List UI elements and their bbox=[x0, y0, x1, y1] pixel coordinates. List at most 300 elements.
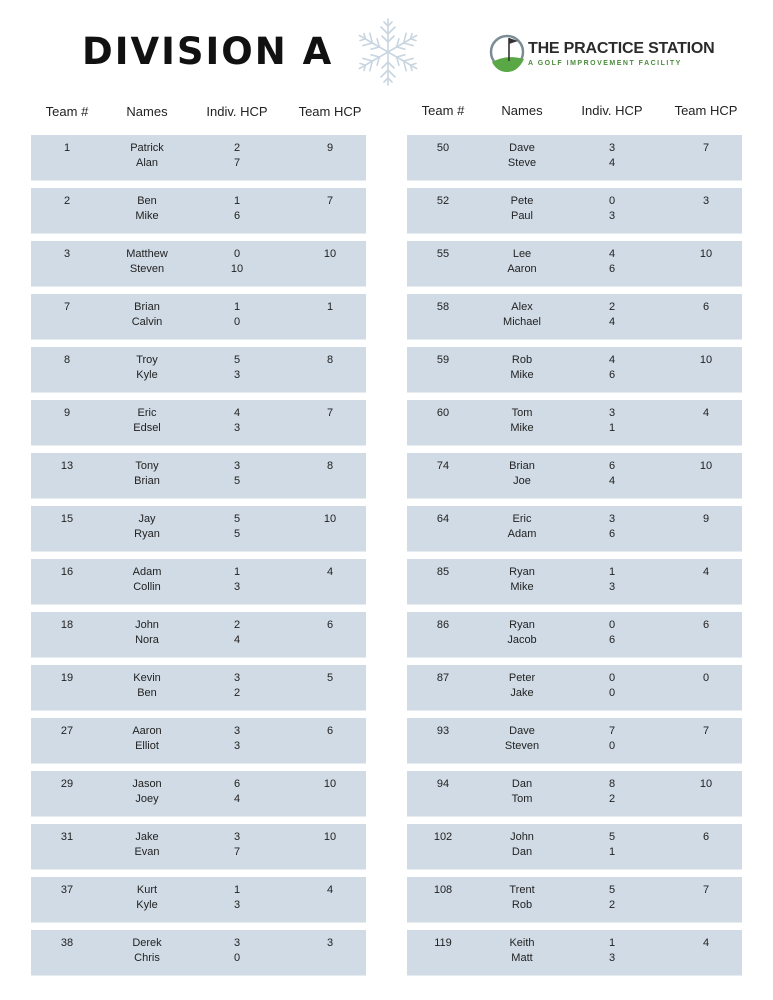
individual-hcp bbox=[234, 300, 240, 330]
individual-hcp bbox=[609, 618, 615, 648]
player-names-line: Keith bbox=[509, 937, 535, 949]
team-hcp-line: 5 bbox=[326, 672, 334, 684]
individual-hcp bbox=[609, 353, 615, 383]
team-number-line: 94 bbox=[436, 778, 450, 790]
individual-hcp-line: 5 bbox=[233, 513, 241, 525]
individual-hcp-line: 6 bbox=[608, 528, 616, 540]
individual-hcp-line: 2 bbox=[233, 687, 241, 699]
team-row bbox=[407, 877, 742, 922]
team-hcp bbox=[703, 883, 709, 898]
player-names-line: Ben bbox=[137, 687, 157, 699]
team-hcp-line: 10 bbox=[323, 248, 337, 260]
player-names bbox=[134, 459, 160, 489]
individual-hcp-line: 3 bbox=[233, 831, 241, 843]
player-names-line: Dave bbox=[509, 725, 535, 737]
team-hcp bbox=[700, 247, 712, 262]
player-names-line: Steven bbox=[129, 263, 165, 275]
player-names bbox=[503, 300, 541, 330]
player-names-line: John bbox=[510, 831, 534, 843]
individual-hcp-line: 1 bbox=[608, 566, 616, 578]
individual-hcp-line: 0 bbox=[608, 672, 616, 684]
player-names bbox=[132, 300, 163, 330]
team-number-line: 87 bbox=[436, 672, 450, 684]
individual-hcp-line: 2 bbox=[233, 619, 241, 631]
player-names-line: Aaron bbox=[132, 725, 162, 737]
individual-hcp-line: 7 bbox=[608, 725, 616, 737]
team-row bbox=[407, 347, 742, 392]
team-row bbox=[31, 347, 366, 392]
team-number bbox=[437, 194, 449, 209]
player-names bbox=[509, 883, 534, 913]
player-names-line: Brian bbox=[509, 460, 535, 472]
individual-hcp-line: 3 bbox=[608, 581, 616, 593]
team-hcp bbox=[327, 724, 333, 739]
player-names bbox=[136, 353, 158, 383]
individual-hcp bbox=[609, 777, 615, 807]
team-row bbox=[407, 188, 742, 233]
team-hcp bbox=[327, 618, 333, 633]
player-names-line: Joey bbox=[135, 793, 159, 805]
individual-hcp bbox=[609, 512, 615, 542]
player-names bbox=[508, 141, 536, 171]
player-names-line: Michael bbox=[503, 316, 541, 328]
snowflake-icon bbox=[352, 16, 424, 88]
team-number bbox=[61, 512, 73, 527]
team-hcp bbox=[327, 936, 333, 951]
team-row bbox=[31, 718, 366, 763]
team-row bbox=[31, 824, 366, 869]
team-hcp bbox=[327, 565, 333, 580]
team-hcp-line: 10 bbox=[323, 831, 337, 843]
player-names-line: Kyle bbox=[136, 369, 158, 381]
team-number bbox=[64, 406, 70, 421]
team-number-line: 13 bbox=[60, 460, 74, 472]
team-row bbox=[31, 612, 366, 657]
individual-hcp-line: 4 bbox=[608, 475, 616, 487]
team-number bbox=[64, 141, 70, 156]
player-names-line: Dan bbox=[511, 778, 533, 790]
player-names-line: Jake bbox=[135, 831, 159, 843]
team-hcp bbox=[703, 141, 709, 156]
player-names-line: Calvin bbox=[131, 316, 163, 328]
team-number-line: 15 bbox=[60, 513, 74, 525]
individual-hcp-line: 3 bbox=[608, 952, 616, 964]
player-names-line: Brian bbox=[134, 475, 160, 487]
player-names-line: Chris bbox=[134, 952, 160, 964]
team-number-line: 85 bbox=[436, 566, 450, 578]
team-number-line: 38 bbox=[60, 937, 74, 949]
individual-hcp-line: 1 bbox=[608, 846, 616, 858]
team-row bbox=[31, 930, 366, 975]
team-number-line: 8 bbox=[63, 354, 71, 366]
team-row bbox=[31, 294, 366, 339]
player-names-line: Pete bbox=[510, 195, 534, 207]
team-number bbox=[61, 936, 73, 951]
individual-hcp-line: 3 bbox=[233, 725, 241, 737]
team-row bbox=[407, 453, 742, 498]
team-number-line: 2 bbox=[63, 195, 71, 207]
player-names-line: Jason bbox=[132, 778, 162, 790]
team-number-line: 27 bbox=[60, 725, 74, 737]
individual-hcp bbox=[234, 936, 240, 966]
team-hcp-line: 6 bbox=[702, 301, 710, 313]
team-hcp-line: 9 bbox=[702, 513, 710, 525]
individual-hcp-line: 0 bbox=[233, 952, 241, 964]
individual-hcp-line: 0 bbox=[608, 687, 616, 699]
individual-hcp-line: 6 bbox=[608, 263, 616, 275]
individual-hcp-line: 1 bbox=[233, 884, 241, 896]
team-hcp-line: 8 bbox=[326, 460, 334, 472]
individual-hcp bbox=[234, 459, 240, 489]
individual-hcp-line: 1 bbox=[608, 937, 616, 949]
team-row bbox=[407, 294, 742, 339]
player-names-line: Elliot bbox=[135, 740, 159, 752]
individual-hcp-line: 0 bbox=[608, 740, 616, 752]
team-hcp-line: 10 bbox=[699, 778, 713, 790]
player-names-line: Jake bbox=[510, 687, 534, 699]
player-names-line: Ben bbox=[137, 195, 157, 207]
player-names bbox=[505, 724, 539, 754]
player-names-line: Brian bbox=[134, 301, 160, 313]
player-names-line: Matt bbox=[511, 952, 533, 964]
team-hcp bbox=[327, 353, 333, 368]
team-number bbox=[64, 194, 70, 209]
player-names bbox=[510, 406, 533, 436]
team-hcp-line: 3 bbox=[702, 195, 710, 207]
team-number-line: 93 bbox=[436, 725, 450, 737]
individual-hcp-line: 6 bbox=[608, 460, 616, 472]
team-row bbox=[31, 665, 366, 710]
team-number bbox=[434, 936, 452, 951]
individual-hcp-line: 5 bbox=[233, 354, 241, 366]
team-row bbox=[407, 771, 742, 816]
player-names-line: Tony bbox=[135, 460, 159, 472]
team-number-line: 37 bbox=[60, 884, 74, 896]
player-names-line: Tom bbox=[511, 793, 533, 805]
individual-hcp-line: 5 bbox=[233, 528, 241, 540]
team-hcp bbox=[703, 671, 709, 686]
team-number-line: 7 bbox=[63, 301, 71, 313]
team-row bbox=[407, 559, 742, 604]
player-names bbox=[132, 936, 161, 966]
team-number-line: 119 bbox=[434, 937, 452, 949]
team-number bbox=[437, 618, 449, 633]
team-hcp-line: 0 bbox=[702, 672, 710, 684]
team-number-line: 74 bbox=[436, 460, 450, 472]
individual-hcp bbox=[234, 883, 240, 913]
player-names-line: Ryan bbox=[509, 566, 535, 578]
team-number bbox=[61, 777, 73, 792]
team-hcp bbox=[700, 459, 712, 474]
team-hcp-line: 10 bbox=[323, 778, 337, 790]
team-hcp bbox=[700, 353, 712, 368]
individual-hcp bbox=[609, 883, 615, 913]
team-number-line: 50 bbox=[436, 142, 450, 154]
team-row bbox=[31, 771, 366, 816]
team-number bbox=[437, 247, 449, 262]
player-names-line: Adam bbox=[132, 566, 162, 578]
team-number bbox=[434, 830, 452, 845]
player-names-line: Patrick bbox=[130, 142, 164, 154]
player-names-line: Kyle bbox=[136, 899, 158, 911]
team-hcp-line: 6 bbox=[702, 831, 710, 843]
player-names bbox=[510, 353, 533, 383]
team-hcp bbox=[327, 883, 333, 898]
team-hcp bbox=[327, 300, 333, 315]
team-number bbox=[61, 830, 73, 845]
individual-hcp-line: 4 bbox=[233, 793, 241, 805]
player-names-line: Eric bbox=[512, 513, 532, 525]
player-names bbox=[134, 512, 160, 542]
player-names bbox=[511, 194, 534, 224]
individual-hcp-line: 4 bbox=[608, 248, 616, 260]
individual-hcp-line: 6 bbox=[233, 778, 241, 790]
player-names bbox=[507, 618, 536, 648]
team-hcp-line: 6 bbox=[326, 725, 334, 737]
team-hcp-line: 4 bbox=[702, 937, 710, 949]
player-names bbox=[133, 565, 162, 595]
header-team-number-right: Team # bbox=[421, 103, 465, 118]
individual-hcp-line: 1 bbox=[608, 422, 616, 434]
individual-hcp bbox=[609, 724, 615, 754]
player-names bbox=[135, 618, 159, 648]
team-hcp-line: 7 bbox=[326, 195, 334, 207]
player-names-line: Mike bbox=[510, 581, 534, 593]
individual-hcp-line: 3 bbox=[233, 937, 241, 949]
player-names-line: Aaron bbox=[507, 263, 537, 275]
team-number-line: 58 bbox=[436, 301, 450, 313]
team-hcp-line: 8 bbox=[326, 354, 334, 366]
player-names-line: Joe bbox=[513, 475, 531, 487]
team-row bbox=[31, 400, 366, 445]
team-row bbox=[31, 453, 366, 498]
individual-hcp-line: 2 bbox=[233, 142, 241, 154]
individual-hcp-line: 6 bbox=[233, 210, 241, 222]
player-names bbox=[509, 936, 534, 966]
team-hcp-line: 1 bbox=[326, 301, 334, 313]
individual-hcp-line: 0 bbox=[608, 195, 616, 207]
team-number bbox=[61, 459, 73, 474]
player-names-line: Evan bbox=[134, 846, 160, 858]
individual-hcp-line: 2 bbox=[608, 301, 616, 313]
individual-hcp-line: 3 bbox=[233, 422, 241, 434]
logo-tagline: A GOLF IMPROVEMENT FACILITY bbox=[528, 60, 682, 67]
team-row bbox=[31, 188, 366, 233]
team-number bbox=[61, 671, 73, 686]
individual-hcp-line: 4 bbox=[233, 407, 241, 419]
header-names-right: Names bbox=[501, 103, 543, 118]
player-names bbox=[133, 406, 161, 436]
team-hcp bbox=[324, 247, 336, 262]
team-number-line: 19 bbox=[60, 672, 74, 684]
team-hcp bbox=[327, 194, 333, 209]
individual-hcp-line: 6 bbox=[608, 634, 616, 646]
player-names-line: Kurt bbox=[136, 884, 158, 896]
team-hcp bbox=[703, 936, 709, 951]
team-number-line: 31 bbox=[60, 831, 74, 843]
player-names bbox=[132, 777, 161, 807]
header-team-number-left: Team # bbox=[45, 104, 89, 119]
team-number-line: 29 bbox=[60, 778, 74, 790]
team-number bbox=[437, 565, 449, 580]
individual-hcp bbox=[234, 830, 240, 860]
player-names-line: Mike bbox=[510, 422, 534, 434]
player-names-line: Eric bbox=[137, 407, 157, 419]
player-names bbox=[512, 777, 533, 807]
player-names bbox=[507, 247, 536, 277]
individual-hcp-line: 5 bbox=[608, 831, 616, 843]
player-names-line: Nora bbox=[135, 634, 159, 646]
individual-hcp bbox=[234, 671, 240, 701]
individual-hcp bbox=[234, 353, 240, 383]
individual-hcp-line: 2 bbox=[608, 793, 616, 805]
team-hcp bbox=[703, 512, 709, 527]
player-names bbox=[135, 194, 158, 224]
team-hcp bbox=[703, 565, 709, 580]
team-number bbox=[61, 618, 73, 633]
team-hcp-line: 10 bbox=[323, 513, 337, 525]
header-team-hcp-right: Team HCP bbox=[674, 103, 738, 118]
team-hcp-line: 10 bbox=[699, 460, 713, 472]
individual-hcp-line: 1 bbox=[233, 566, 241, 578]
individual-hcp-line: 4 bbox=[608, 354, 616, 366]
page-title: DIVISION A bbox=[82, 30, 334, 73]
individual-hcp-line: 3 bbox=[608, 407, 616, 419]
player-names-line: Matthew bbox=[126, 248, 168, 260]
individual-hcp bbox=[234, 777, 240, 807]
individual-hcp-line: 4 bbox=[233, 634, 241, 646]
individual-hcp-line: 3 bbox=[233, 740, 241, 752]
team-hcp-line: 10 bbox=[699, 248, 713, 260]
team-hcp bbox=[327, 459, 333, 474]
team-row bbox=[407, 506, 742, 551]
team-row bbox=[407, 824, 742, 869]
team-number-line: 86 bbox=[436, 619, 450, 631]
team-number-line: 55 bbox=[436, 248, 450, 260]
team-hcp-line: 4 bbox=[326, 566, 334, 578]
player-names-line: John bbox=[135, 619, 159, 631]
player-names-line: Collin bbox=[133, 581, 161, 593]
player-names bbox=[126, 247, 168, 277]
team-row bbox=[407, 241, 742, 286]
player-names bbox=[509, 459, 535, 489]
individual-hcp bbox=[609, 936, 615, 966]
team-hcp bbox=[327, 141, 333, 156]
team-number bbox=[64, 353, 70, 368]
team-hcp bbox=[703, 194, 709, 209]
header-team-hcp-left: Team HCP bbox=[298, 104, 362, 119]
individual-hcp bbox=[234, 141, 240, 171]
individual-hcp-line: 3 bbox=[233, 581, 241, 593]
player-names bbox=[509, 671, 535, 701]
player-names-line: Mike bbox=[510, 369, 534, 381]
player-names bbox=[132, 724, 161, 754]
team-number-line: 102 bbox=[433, 831, 453, 843]
player-names-line: Derek bbox=[132, 937, 162, 949]
individual-hcp-line: 3 bbox=[233, 460, 241, 472]
individual-hcp bbox=[234, 512, 240, 542]
individual-hcp bbox=[609, 565, 615, 595]
team-hcp bbox=[703, 724, 709, 739]
team-hcp bbox=[703, 300, 709, 315]
player-names-line: Kevin bbox=[133, 672, 161, 684]
player-names-line: Steven bbox=[504, 740, 540, 752]
team-hcp-line: 7 bbox=[702, 725, 710, 737]
individual-hcp-line: 3 bbox=[233, 369, 241, 381]
team-number-line: 60 bbox=[436, 407, 450, 419]
player-names-line: Lee bbox=[512, 248, 532, 260]
team-number bbox=[437, 724, 449, 739]
individual-hcp-line: 3 bbox=[233, 672, 241, 684]
team-number bbox=[437, 406, 449, 421]
individual-hcp-line: 3 bbox=[608, 513, 616, 525]
team-hcp-line: 9 bbox=[326, 142, 334, 154]
individual-hcp-line: 1 bbox=[233, 195, 241, 207]
individual-hcp bbox=[234, 194, 240, 224]
team-hcp-line: 7 bbox=[702, 142, 710, 154]
team-number bbox=[64, 300, 70, 315]
individual-hcp bbox=[609, 247, 615, 277]
team-hcp-line: 7 bbox=[702, 884, 710, 896]
individual-hcp-line: 7 bbox=[233, 157, 241, 169]
team-number bbox=[437, 353, 449, 368]
player-names-line: Ryan bbox=[134, 528, 160, 540]
team-hcp bbox=[327, 671, 333, 686]
header-indiv-hcp-right: Indiv. HCP bbox=[581, 103, 643, 118]
team-number bbox=[437, 671, 449, 686]
individual-hcp-line: 4 bbox=[608, 316, 616, 328]
player-names bbox=[134, 830, 159, 860]
individual-hcp bbox=[609, 194, 615, 224]
team-row bbox=[31, 877, 366, 922]
player-names-line: Troy bbox=[136, 354, 158, 366]
player-names-line: Dave bbox=[509, 142, 535, 154]
player-names-line: Jay bbox=[138, 513, 156, 525]
team-hcp-line: 6 bbox=[702, 619, 710, 631]
individual-hcp-line: 0 bbox=[233, 316, 241, 328]
team-number-line: 64 bbox=[436, 513, 450, 525]
player-names bbox=[136, 883, 157, 913]
individual-hcp-line: 10 bbox=[230, 263, 244, 275]
team-hcp-line: 6 bbox=[326, 619, 334, 631]
team-number bbox=[437, 512, 449, 527]
team-number bbox=[61, 883, 73, 898]
golf-flag-logo-icon bbox=[488, 32, 528, 76]
individual-hcp bbox=[609, 459, 615, 489]
team-hcp-line: 7 bbox=[326, 407, 334, 419]
individual-hcp-line: 5 bbox=[233, 475, 241, 487]
individual-hcp-line: 8 bbox=[608, 778, 616, 790]
team-number-line: 59 bbox=[436, 354, 450, 366]
player-names-line: Edsel bbox=[133, 422, 161, 434]
individual-hcp bbox=[609, 406, 615, 436]
individual-hcp bbox=[234, 618, 240, 648]
individual-hcp-line: 0 bbox=[608, 619, 616, 631]
team-number bbox=[64, 247, 70, 262]
individual-hcp-line: 5 bbox=[608, 884, 616, 896]
individual-hcp bbox=[234, 565, 240, 595]
header-indiv-hcp-left: Indiv. HCP bbox=[206, 104, 268, 119]
team-number-line: 16 bbox=[60, 566, 74, 578]
individual-hcp bbox=[609, 300, 615, 330]
player-names-line: Alex bbox=[511, 301, 533, 313]
individual-hcp bbox=[609, 830, 615, 860]
team-hcp bbox=[324, 512, 336, 527]
team-row bbox=[407, 135, 742, 180]
player-names bbox=[133, 671, 161, 701]
team-number bbox=[61, 565, 73, 580]
team-hcp-line: 4 bbox=[702, 407, 710, 419]
